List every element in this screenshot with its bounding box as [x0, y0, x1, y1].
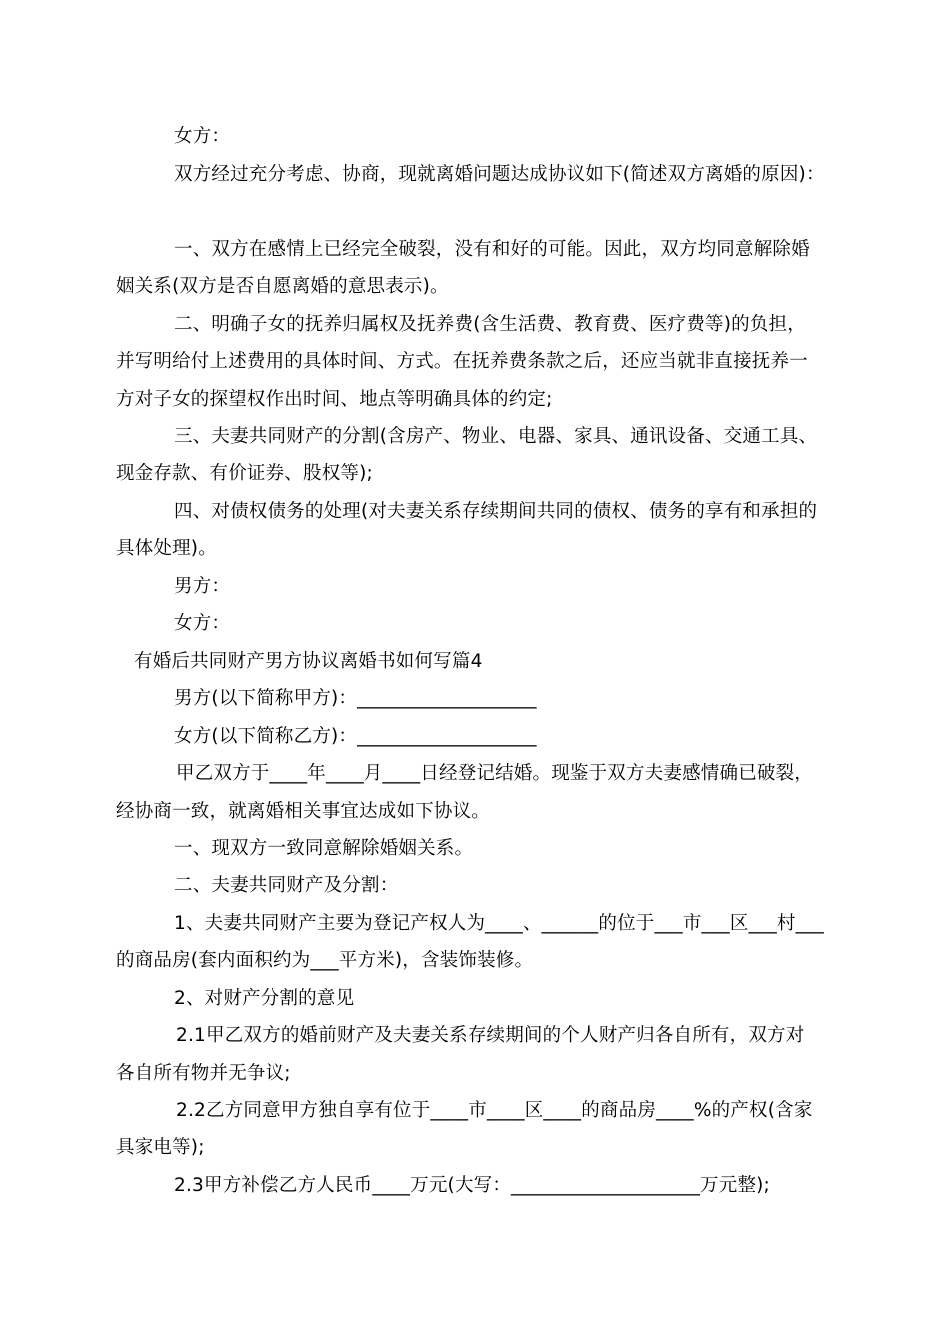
text-line: 甲乙双方于____年____月____日经登记结婚。现鉴于双方夫妻感情确已破裂，: [176, 763, 814, 784]
text-line: 一、双方在感情上已经完全破裂，没有和好的可能。因此，双方均同意解除婚: [174, 239, 810, 260]
section-heading: 有婚后共同财产男方协议离婚书如何写篇4: [134, 651, 483, 672]
text-line: 2.1甲乙双方的婚前财产及夫妻关系存续期间的个人财产归各自所有，双方对: [176, 1025, 805, 1046]
text-line: 现金存款、有价证券、股权等);: [116, 463, 373, 484]
text-line: 男方：: [174, 576, 231, 597]
text-line: 二、明确子女的抚养归属权及抚养费(含生活费、教育费、医疗费等)的负担，: [174, 314, 806, 335]
text-line: 2.2乙方同意甲方独自享有位于____市____区____的商品房____%的产权(含家: [176, 1100, 813, 1121]
text-line: 具家电等);: [116, 1137, 205, 1158]
text-line: 女方：: [174, 613, 231, 634]
text-line: 2、对财产分割的意见: [174, 988, 355, 1009]
text-line: 并写明给付上述费用的具体时间、方式。在抚养费条款之后，还应当就非直接抚养一: [116, 351, 808, 372]
text-line: 各自所有物并无争议;: [116, 1063, 291, 1084]
text-line: 2.3甲方补偿乙方人民币____万元(大写：____________________万元整);: [174, 1175, 770, 1196]
text-line: 姻关系(双方是否自愿离婚的意思表示)。: [116, 276, 449, 297]
text-line: 方对子女的探望权作出时间、地点等明确具体的约定;: [116, 389, 553, 410]
text-line: 四、对债权债务的处理(对夫妻关系存续期间共同的债权、债务的享有和承担的: [174, 501, 818, 522]
text-line: 经协商一致，就离婚相关事宜达成如下协议。: [116, 801, 491, 822]
text-line: 双方经过充分考虑、协商，现就离婚问题达成协议如下(简述双方离婚的原因)：: [174, 164, 825, 185]
text-line: 一、现双方一致同意解除婚姻关系。: [174, 838, 474, 859]
text-line: 的商品房(套内面积约为___平方米)，含装饰装修。: [116, 950, 534, 971]
text-line: 二、夫妻共同财产及分割：: [174, 875, 399, 896]
text-line: 女方(以下简称乙方)：___________________: [174, 726, 537, 747]
text-line: 1、夫妻共同财产主要为登记产权人为____、______的位于___市___区___村___: [174, 913, 824, 934]
text-line: 男方(以下简称甲方)：___________________: [174, 688, 537, 709]
text-line: 女方：: [174, 126, 231, 147]
text-line: 具体处理)。: [116, 538, 217, 559]
text-line: 三、夫妻共同财产的分割(含房产、物业、电器、家具、通讯设备、交通工具、: [174, 426, 818, 447]
